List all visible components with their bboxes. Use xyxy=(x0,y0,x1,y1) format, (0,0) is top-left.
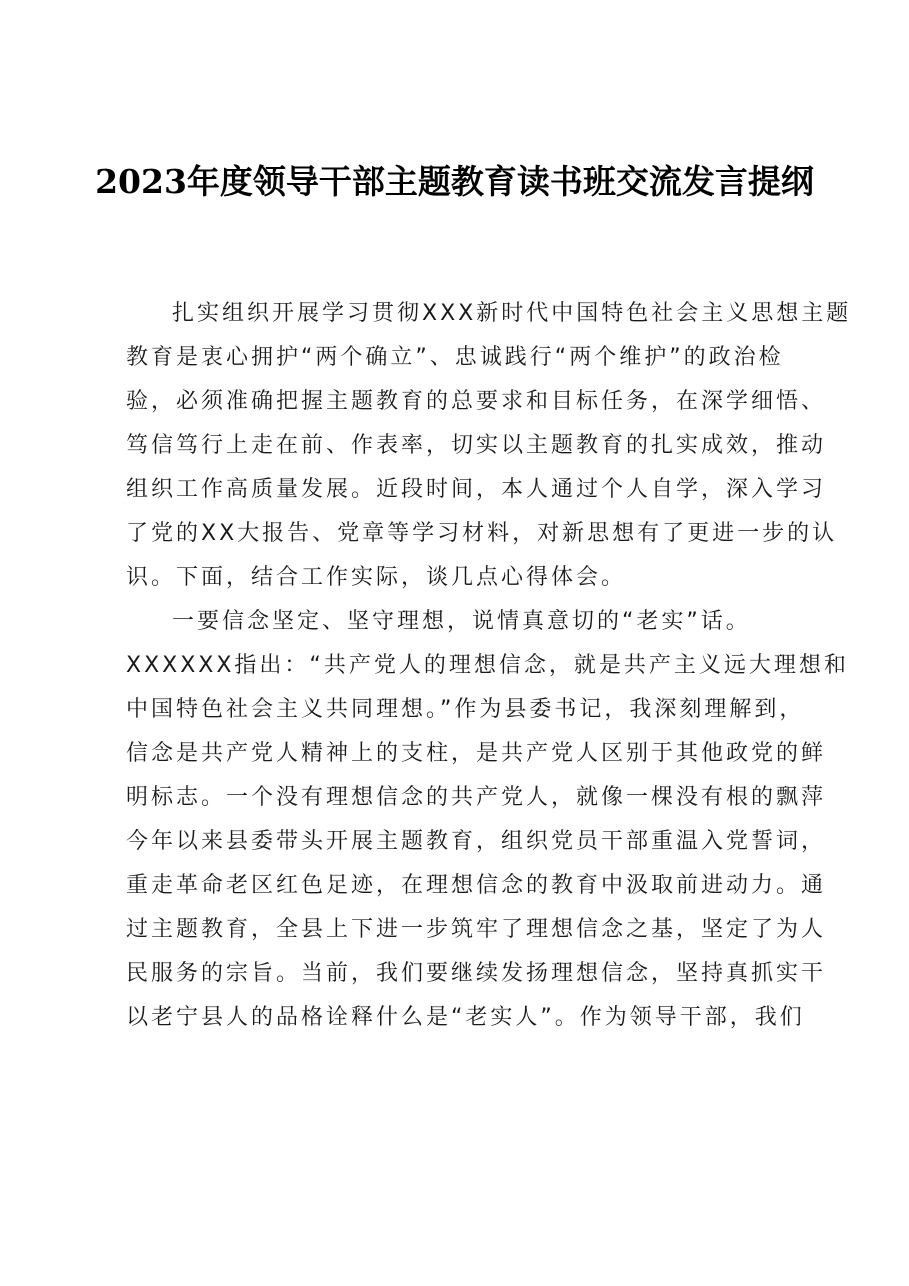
body-line: 验，必须准确把握主题教育的总要求和目标任务，在深学细悟、 xyxy=(126,389,827,414)
body-line: 重走革命老区红色足迹，在理想信念的教育中汲取前进动力。通 xyxy=(126,873,827,898)
body-line: 一要信念坚定、坚守理想，说情真意切的“老实”话。 xyxy=(172,609,751,634)
body-line: 今年以来县委带头开展主题教育，组织党员干部重温入党誓词， xyxy=(126,829,827,854)
body-line: 明标志。一个没有理想信念的共产党人，就像一棵没有根的飘萍 xyxy=(126,785,827,810)
body-line: 组织工作高质量发展。近段时间，本人通过个人自学，深入学习 xyxy=(126,477,827,502)
body-line: 以老宁县人的品格诠释什么是“老实人”。作为领导干部，我们 xyxy=(126,1005,805,1030)
body-line: 识。下面，结合工作实际，谈几点心得体会。 xyxy=(126,565,627,590)
document-body xyxy=(126,292,852,1040)
body-line: 中国特色社会主义共同理想。”作为县委书记，我深刻理解到， xyxy=(126,697,805,722)
body-line: 笃信笃行上走在前、作表率，切实以主题教育的扎实成效，推动 xyxy=(126,433,827,458)
body-line: 信念是共产党人精神上的支柱，是共产党人区别于其他政党的鲜 xyxy=(126,741,827,766)
body-line: 扎实组织开展学习贯彻XXX新时代中国特色社会主义思想主题 xyxy=(172,301,852,326)
body-line: 了党的XX大报告、党章等学习材料，对新思想有了更进一步的认 xyxy=(126,521,838,546)
body-line: 教育是衷心拥护“两个确立”、忠诚践行“两个维护”的政治检 xyxy=(126,345,784,370)
body-line: 民服务的宗旨。当前，我们要继续发扬理想信念，坚持真抓实干 xyxy=(126,961,827,986)
body-line: XXXXXX指出：“共产党人的理想信念，就是共产主义远大理想和 xyxy=(126,653,849,678)
document-title: 2023年度领导干部主题教育读书班交流发言提纲 xyxy=(95,162,814,201)
body-line: 过主题教育，全县上下进一步筑牢了理想信念之基，坚定了为人 xyxy=(126,917,827,942)
